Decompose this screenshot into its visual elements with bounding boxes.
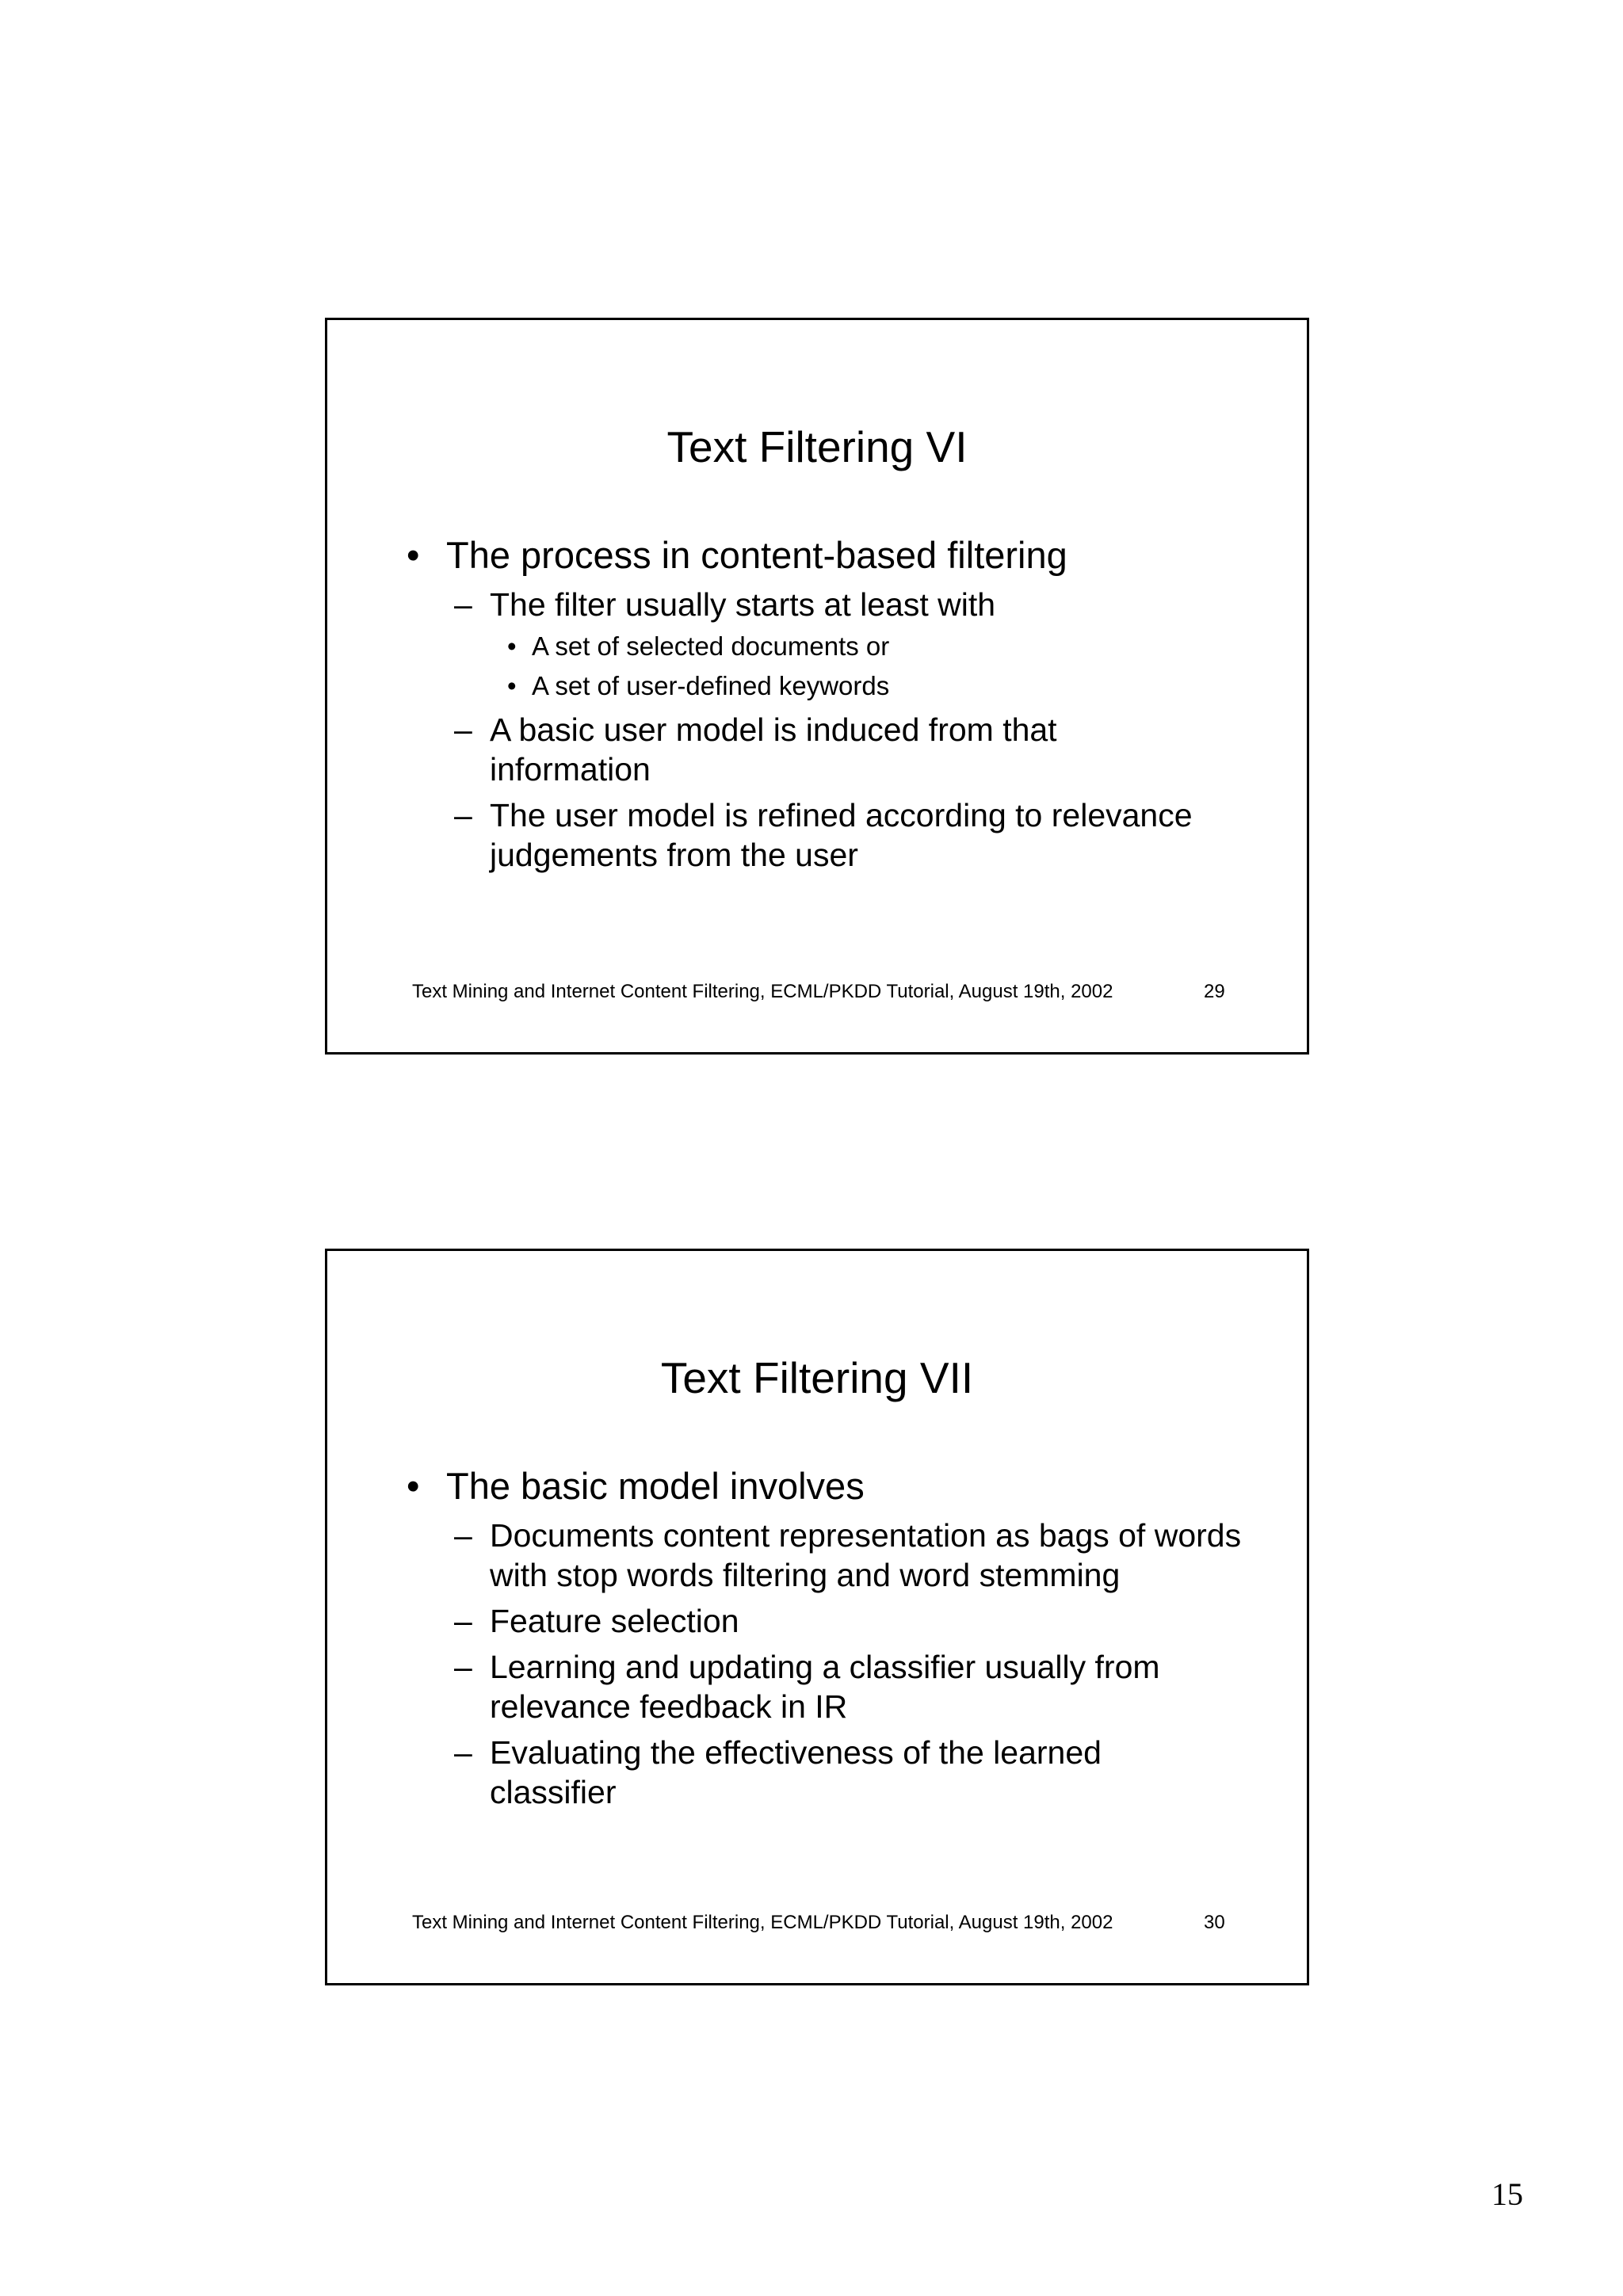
bullet-text: A set of selected documents or [532,631,890,661]
bullet-text: A set of user-defined keywords [532,671,890,700]
bullet-item [327,1465,1307,1508]
bullet-text: Documents content representation as bags of words with stop words filtering and word stemming [490,1517,1242,1593]
bullet-marker: • [407,1465,420,1507]
bullet-item [327,1601,1307,1641]
bullet-text: The basic model involves [446,1465,865,1507]
dash-marker: – [454,1517,472,1554]
bullet-item [327,534,1307,577]
slide-number: 30 [1204,1912,1225,1933]
bullet-marker: • [407,534,420,576]
bullet-marker: • [507,631,517,661]
bullet-text: A basic user model is induced from that information [490,711,1057,788]
bullet-item [327,1516,1266,1595]
page-number: 15 [1491,2176,1523,2212]
slide-title: Text Filtering VII [660,1353,974,1402]
slide-30 [325,1249,1309,1985]
bullet-list [327,1465,1307,1818]
dash-marker: – [454,586,472,623]
bullet-item [327,1733,1171,1812]
dash-marker: – [454,1734,472,1771]
bullet-item [327,585,1307,624]
bullet-text: The process in content-based filtering [446,534,1067,576]
slide-title: Text Filtering VI [666,422,968,471]
bullet-item [327,670,1307,702]
bullet-item [327,795,1251,875]
slide-footer: Text Mining and Internet Content Filtering, ECML/PKDD Tutorial, August 19th, 2002 [412,1912,1113,1933]
bullet-item [327,710,1092,789]
bullet-marker: • [507,671,517,700]
bullet-item [327,1647,1203,1726]
bullet-item [327,631,1307,662]
bullet-text: The filter usually starts at least with [490,586,996,623]
slide-number: 29 [1204,981,1225,1002]
dash-marker: – [454,1603,472,1639]
bullet-text: Evaluating the effectiveness of the learned classifier [490,1734,1102,1810]
bullet-text: The user model is refined according to relevance judgements from the user [490,797,1193,873]
slide-footer: Text Mining and Internet Content Filtering, ECML/PKDD Tutorial, August 19th, 2002 [412,981,1113,1002]
dash-marker: – [454,711,472,748]
dash-marker: – [454,797,472,833]
bullet-list [327,534,1307,881]
dash-marker: – [454,1649,472,1685]
bullet-text: Learning and updating a classifier usually from relevance feedback in IR [490,1649,1160,1725]
slide-29 [325,318,1309,1055]
bullet-text: Feature selection [490,1603,739,1639]
